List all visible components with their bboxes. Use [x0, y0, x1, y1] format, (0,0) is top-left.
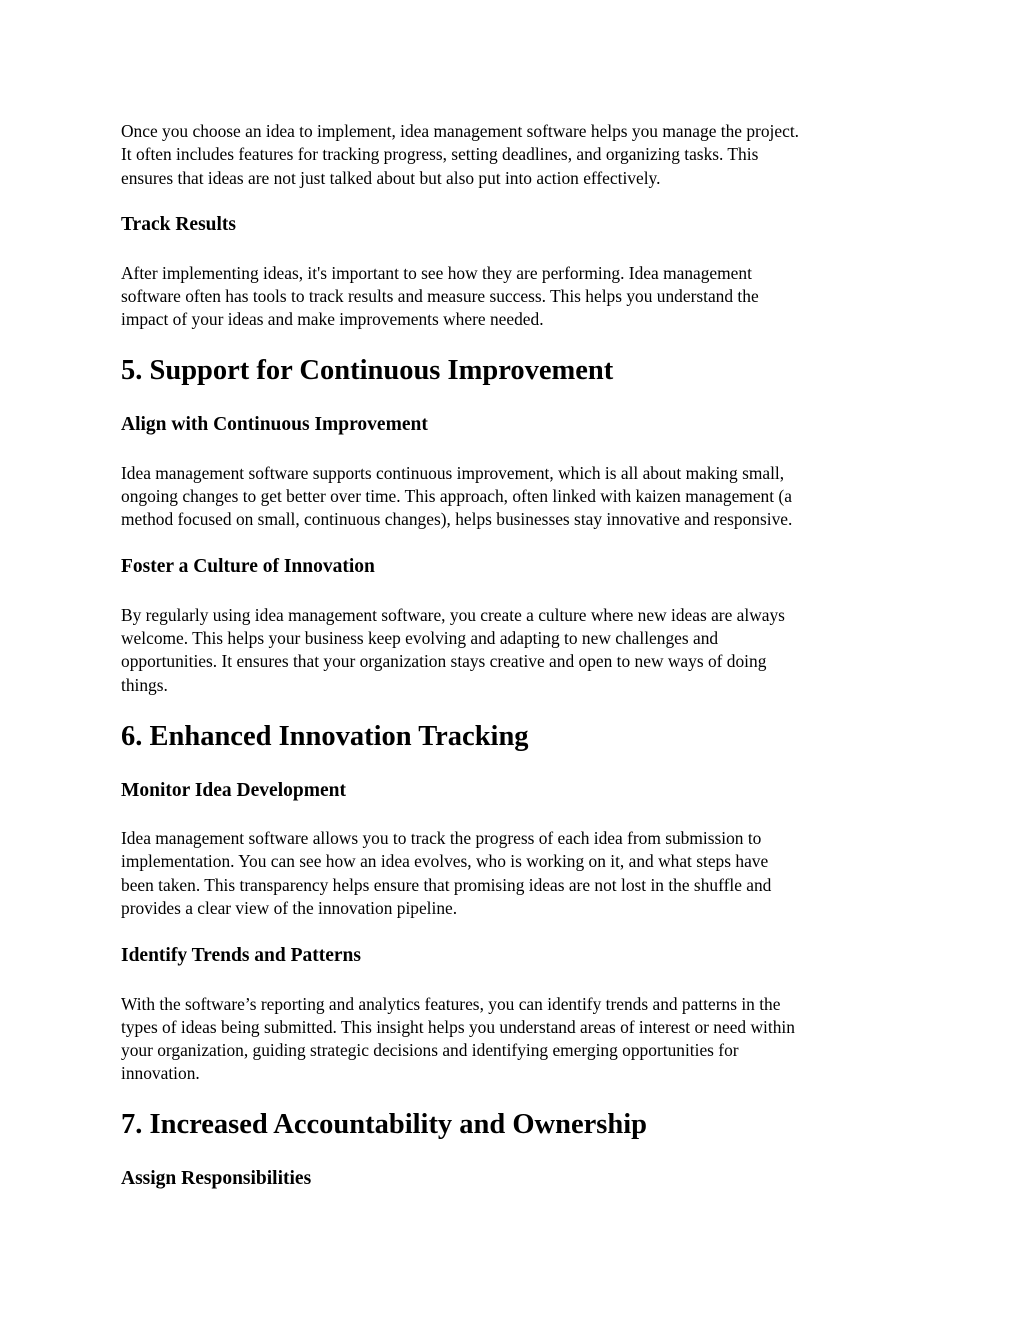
paragraph-line: opportunities. It ensures that your organization stays creative and open to new ways of doing — [121, 651, 767, 671]
paragraph-line: implementation. You can see how an idea evolves, who is working on it, and what steps have — [121, 851, 769, 871]
subheading-identify-trends: Identify Trends and Patterns — [121, 945, 361, 966]
paragraph-line: It often includes features for tracking progress, setting deadlines, and organizing tasks. This — [121, 144, 759, 164]
paragraph-line: your organization, guiding strategic decisions and identifying emerging opportunities for — [121, 1040, 739, 1060]
paragraph-line: impact of your ideas and make improvements where needed. — [121, 309, 544, 329]
paragraph-line: After implementing ideas, it's important to see how they are performing. Idea management — [121, 263, 752, 283]
paragraph-line: been taken. This transparency helps ensure that promising ideas are not lost in the shuffle and — [121, 875, 772, 895]
paragraph-line: Once you choose an idea to implement, idea management software helps you manage the project. — [121, 121, 799, 141]
subheading-track-results: Track Results — [121, 214, 237, 235]
section-heading-5: 5. Support for Continuous Improvement — [121, 355, 614, 386]
paragraph-line: With the software’s reporting and analytics features, you can identify trends and patterns in the — [121, 994, 781, 1014]
paragraph-line: things. — [121, 675, 168, 695]
paragraph-line: welcome. This helps your business keep evolving and adapting to new challenges and — [121, 628, 719, 648]
paragraph-line: Idea management software allows you to track the progress of each idea from submission to — [121, 828, 762, 848]
paragraph-line: ongoing changes to get better over time. This approach, often linked with kaizen management (a — [121, 486, 792, 506]
paragraph-line: provides a clear view of the innovation pipeline. — [121, 898, 458, 918]
subheading-assign-responsibilities: Assign Responsibilities — [121, 1168, 312, 1189]
subheading-monitor-idea-development: Monitor Idea Development — [121, 780, 346, 801]
paragraph-line: By regularly using idea management software, you create a culture where new ideas are always — [121, 605, 785, 625]
paragraph-line: types of ideas being submitted. This insight helps you understand areas of interest or need within — [121, 1017, 795, 1037]
paragraph-line: innovation. — [121, 1063, 200, 1083]
subheading-foster-culture: Foster a Culture of Innovation — [121, 556, 375, 577]
paragraph-line: Idea management software supports continuous improvement, which is all about making small, — [121, 463, 785, 483]
paragraph-line: software often has tools to track results and measure success. This helps you understand the — [121, 286, 759, 306]
subheading-align-continuous-improvement: Align with Continuous Improvement — [121, 414, 428, 435]
paragraph-line: method focused on small, continuous changes), helps businesses stay innovative and responsive. — [121, 509, 793, 529]
section-heading-6: 6. Enhanced Innovation Tracking — [121, 721, 529, 752]
section-heading-7: 7. Increased Accountability and Ownership — [121, 1109, 647, 1140]
paragraph-line: ensures that ideas are not just talked about but also put into action effectively. — [121, 168, 661, 188]
